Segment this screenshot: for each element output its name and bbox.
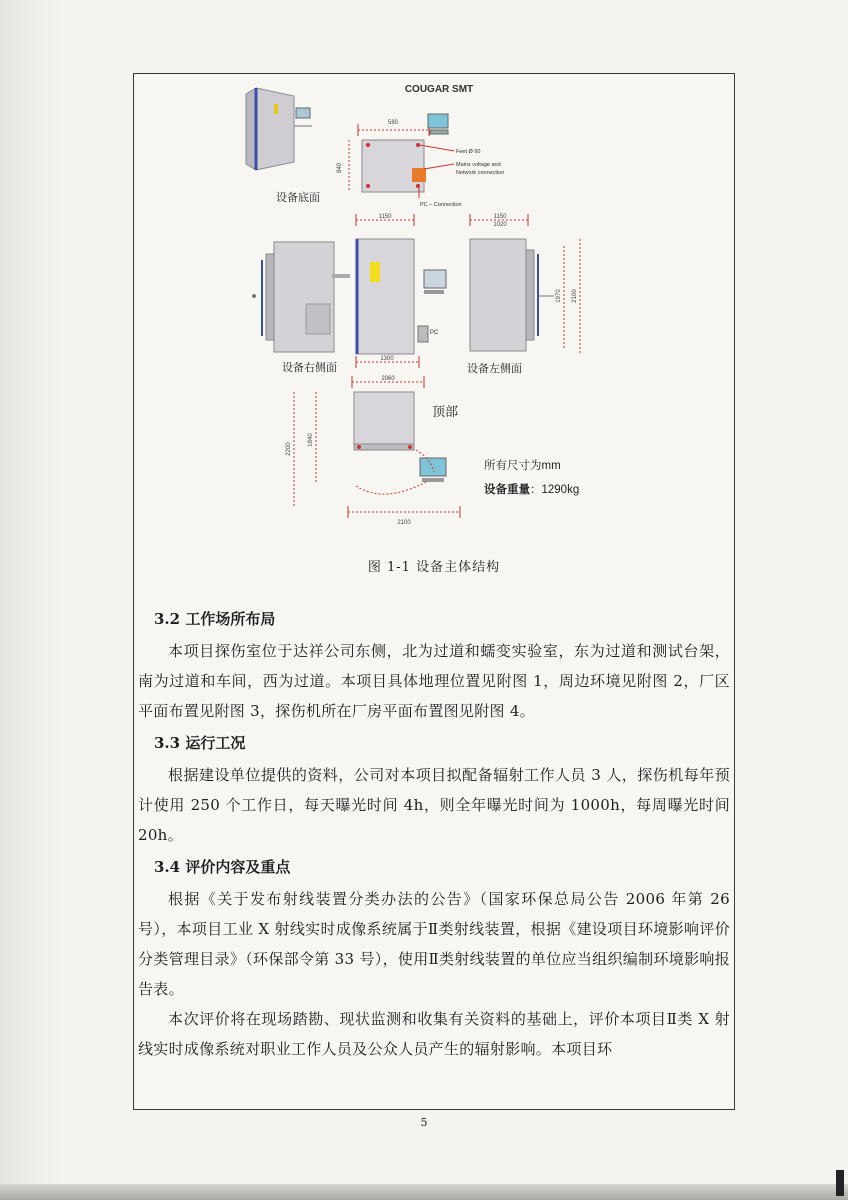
pc-label: PC (430, 330, 439, 336)
paragraph-3-3: 根据建设单位提供的资料，公司对本项目拟配备辐射工作人员 3 人，探伤机每年预计使用 250 个工作日，每天曝光时间 4h，则全年曝光时间为 1000h，每周曝光时间 20h。 (138, 766, 730, 844)
weight-label: 设备重量 (484, 484, 530, 496)
figure-caption: 图 1-1 设备主体结构 (367, 560, 501, 575)
right-side-view-drawing (252, 242, 350, 352)
dim-vertical-2: 1840 (308, 433, 314, 447)
paragraph-3-2: 本项目探伤室位于达祥公司东侧，北为过道和蠕变实验室，东为过道和测试台架，南为过道和车间，西为过道。本项目具体地理位置见附图 1，周边环境见附图 2，厂区平面布置见附图 3，探伤机所在厂房平面布置图见附图 4。 (138, 642, 730, 720)
dim-840: 840 (337, 162, 343, 174)
section-heading-3-4: 3.4 评价内容及重点 (154, 858, 291, 876)
scan-edge-mark (836, 1170, 844, 1196)
dim-1150-left: 1150 (493, 214, 507, 220)
label-top-view: 顶部 (432, 404, 459, 419)
page-frame (133, 73, 735, 1110)
left-side-view-drawing (470, 214, 580, 354)
label-bottom-view: 设备底面 (276, 192, 320, 204)
dim-1020: 1020 (493, 222, 507, 228)
body-text (134, 602, 734, 1064)
dim-vertical-1: 2200 (286, 442, 292, 456)
paragraph-3-4-b: 本次评价将在现场踏勘、现状监测和收集有关资料的基础上，评价本项目Ⅱ类 X 射线实时成像系统对职业工作人员及公众人员产生的辐射影响。本项目环 (138, 1010, 730, 1058)
label-left-view: 设备左侧面 (467, 363, 522, 375)
feet-label: Feet Ø 60 (456, 149, 481, 155)
equipment-photo (246, 88, 312, 170)
section-heading-3-3: 3.3 运行工况 (154, 734, 246, 752)
dim-580: 580 (387, 120, 399, 126)
mains-label-1: Mains voltage and (456, 162, 501, 168)
equipment-figure (134, 74, 734, 544)
dim-2060: 2060 (381, 376, 395, 382)
dim-1150-front: 1150 (378, 214, 392, 220)
dim-1300: 1300 (380, 356, 394, 362)
dim-top-2100: 2100 (397, 520, 411, 526)
units-note: 所有尺寸为mm (484, 460, 561, 472)
front-view-drawing (356, 214, 446, 368)
page-number: 5 (420, 1116, 428, 1129)
bottom-view-drawing (337, 114, 504, 208)
dim-2100: 2100 (572, 289, 578, 303)
dim-1970: 1970 (556, 289, 562, 303)
paragraph-3-4-a: 根据《关于发布射线装置分类办法的公告》（国家环保总局公告 2006 年第 26 号），本项目工业 X 射线实时成像系统属于Ⅱ类射线装置，根据《建设项目环境影响评价分类管理目录》（环保部令第 33 号），使用Ⅱ类射线装置的单位应当组织编制环境影响报告表。 (138, 890, 730, 998)
mains-label-2: Network connection (456, 170, 505, 176)
model-title: COUGAR SMT (404, 84, 474, 95)
section-heading-3-2: 3.2 工作场所布局 (154, 610, 276, 628)
weight-note (484, 482, 579, 496)
scan-shadow-left (0, 0, 62, 1200)
pc-connection-label: PC – Connection (420, 202, 462, 208)
top-view-drawing (286, 376, 460, 526)
label-right-view: 设备右侧面 (282, 362, 337, 374)
weight-value: ：1290kg (530, 484, 580, 496)
scan-shadow-bottom (0, 1184, 848, 1200)
